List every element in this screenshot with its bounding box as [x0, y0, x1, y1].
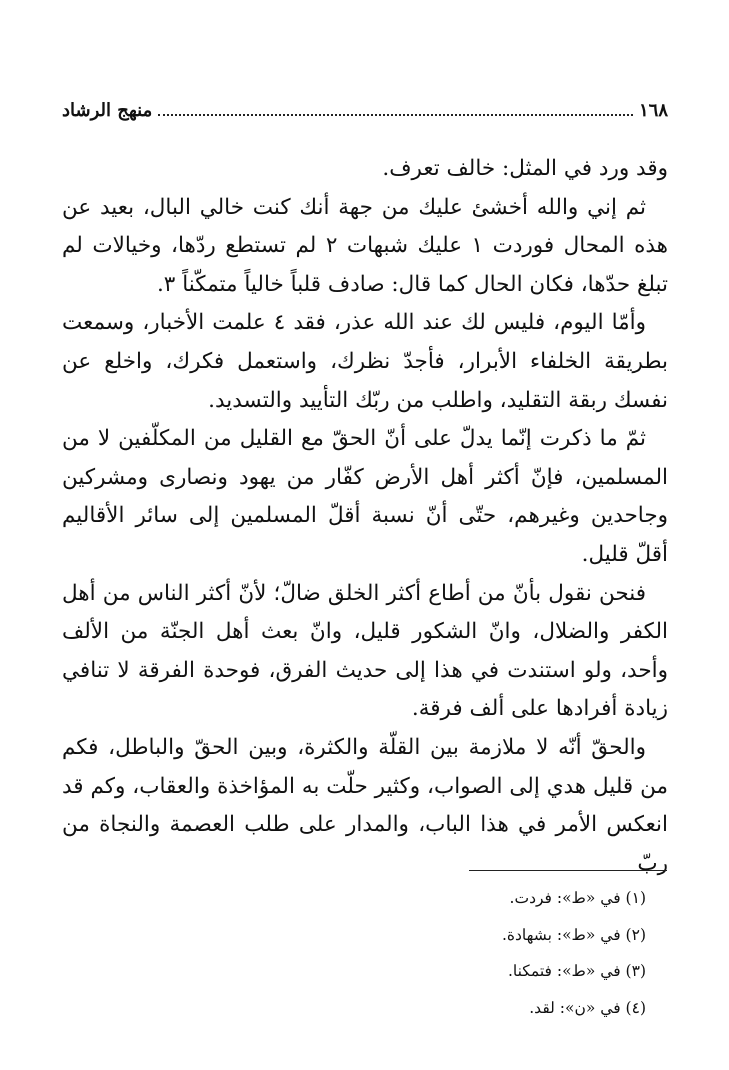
- footnote-separator: [469, 870, 667, 871]
- paragraph-6: والحقّ أنّه لا ملازمة بين القلّة والكثرة، وبين الحقّ والباطل، فكم من قليل هدي إلى الصواب، وكثير حلّت به المؤاخذة والعقاب، وكم قد انعكس الأمر في هذا الباب، والمدار على طلب العصمة والنجاة من ربّ: [62, 734, 668, 876]
- footnote-1: (١) في «ط»: فردت.: [509, 889, 646, 907]
- page-header: [62, 86, 668, 120]
- page-number: ١٦٨: [638, 100, 668, 121]
- paragraph-3: وأمّا اليوم، فليس لك عند الله عذر، فقد ٤ علمت الأخبار، وسمعت بطريقة الخلفاء الأبرار، فأجدّ نظرك، واستعمل فكرك، واخلع عن نفسك ربقة التقليد، واطلب من ربّك التأييد والتسديد.: [62, 310, 668, 413]
- footnote-3: (٣) في «ط»: فتمكنا.: [507, 962, 646, 980]
- footnotes: [62, 880, 668, 1026]
- paragraph-1: وقد ورد في المثل: خالف تعرف.: [382, 156, 668, 181]
- running-title: منهج الرشاد: [62, 100, 153, 121]
- main-text: [62, 150, 668, 883]
- footnote-4: (٤) في «ن»: لقد.: [529, 998, 646, 1017]
- paragraph-2: ثم إني والله أخشئ عليك من جهة أنك كنت خالي البال، بعيد عن هذه المحال فوردت ١ عليك شبهات ٢ لم تستطع ردّها، وخيالات لم تبلغ حدّها، فكان الحال كما قال: صادف قلباً خالياً متمكّناً ٣.: [62, 194, 668, 297]
- footnote-2: (٢) في «ط»: بشهادة.: [501, 925, 646, 944]
- dotted-leader: [158, 113, 633, 116]
- paragraph-5: فنحن نقول بأنّ من أطاع أكثر الخلق ضالّ؛ لأنّ أكثر الناس من أهل الكفر والضلال، وانّ الشكور قليل، وانّ بعث أهل الجنّة من الألف وأحد، ولو استندت في هذا إلى حديث الفرق، فوحدة الفرقة لا تنافي زيادة أفرادها على ألف فرقة.: [62, 580, 668, 722]
- paragraph-4: ثمّ ما ذكرت إنّما يدلّ على أنّ الحقّ مع القليل من المكلّفين لا من المسلمين، فإنّ أكثر أهل الأرض كفّار من يهود ونصارى ومشركين وجاحدين وغيرهم، حتّى أنّ نسبة أقلّ المسلمين إلى سائر الأقاليم أقلّ قليل.: [62, 426, 668, 567]
